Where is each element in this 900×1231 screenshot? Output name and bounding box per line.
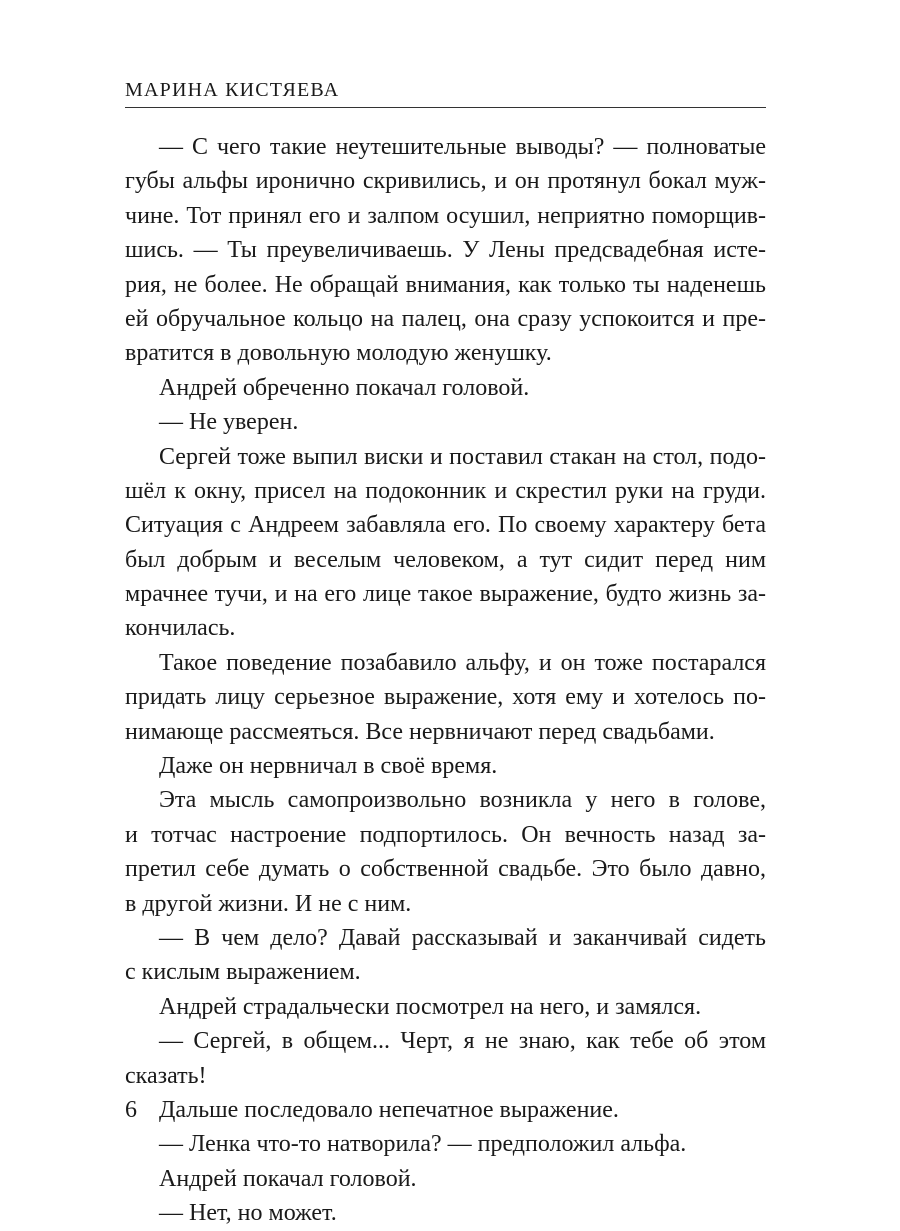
text-line: рия, не более. Не обращай внимания, как только ты наденешь <box>125 271 766 298</box>
text-line: придать лицу серьезное выражение, хотя ему и хотелось по- <box>125 684 766 711</box>
text-line: с кислым выражением. <box>125 959 361 986</box>
text-line: сказать! <box>125 1062 207 1089</box>
text-line: — В чем дело? Давай рассказывай и заканчивай сидеть <box>159 924 766 951</box>
text-line: в другой жизни. И не с ним. <box>125 890 412 917</box>
text-line: шёл к окну, присел на подоконник и скрестил руки на груди. <box>125 477 766 504</box>
text-line: был добрым и веселым человеком, а тут сидит перед ним <box>125 546 766 573</box>
text-line: — Нет, но может. <box>159 1200 337 1227</box>
text-line: Эта мысль самопроизвольно возникла у него в голове, <box>159 787 766 814</box>
text-line: шись. — Ты преувеличиваешь. У Лены предсвадебная исте- <box>125 237 766 264</box>
running-head-author: МАРИНА КИСТЯЕВА <box>125 79 340 101</box>
text-line: — С чего такие неутешительные выводы? — полноватые <box>159 134 766 160</box>
text-line: мрачнее тучи, и на его лице такое выражение, будто жизнь за- <box>125 581 766 608</box>
text-line: — Не уверен. <box>159 409 299 436</box>
header-rule <box>125 107 766 108</box>
text-line: Такое поведение позабавило альфу, и он тоже постарался <box>159 649 766 676</box>
text-line: губы альфы иронично скривились, и он протянул бокал муж- <box>125 168 766 195</box>
text-line: — Сергей, в общем... Черт, я не знаю, как тебе об этом <box>159 1028 766 1055</box>
text-line: кончилась. <box>125 615 236 642</box>
text-line: Андрей покачал головой. <box>159 1165 417 1192</box>
page-number: 6 <box>125 1097 137 1123</box>
text-line: чине. Тот принял его и залпом осушил, неприятно поморщив- <box>125 202 766 229</box>
text-line: нимающе рассмеяться. Все нервничают перед свадьбами. <box>125 718 715 745</box>
body-text <box>125 130 766 1231</box>
text-line: Даже он нервничал в своё время. <box>159 753 498 780</box>
text-line: Ситуация с Андреем забавляла его. По своему характеру бета <box>125 512 766 539</box>
text-line: претил себе думать о собственной свадьбе. Это было давно, <box>125 856 766 883</box>
text-line: Дальше последовало непечатное выражение. <box>159 1096 619 1123</box>
text-line: Андрей обреченно покачал головой. <box>159 374 530 401</box>
text-line: Андрей страдальчески посмотрел на него, и замялся. <box>159 993 702 1020</box>
text-line: Сергей тоже выпил виски и поставил стакан на стол, подо- <box>159 443 766 470</box>
text-line: ей обручальное кольцо на палец, она сразу успокоится и пре- <box>125 305 766 332</box>
text-line: вратится в довольную молодую женушку. <box>125 340 552 367</box>
text-line: — Ленка что-то натворила? — предположил альфа. <box>159 1131 687 1158</box>
text-line: и тотчас настроение подпортилось. Он вечность назад за- <box>125 821 766 848</box>
